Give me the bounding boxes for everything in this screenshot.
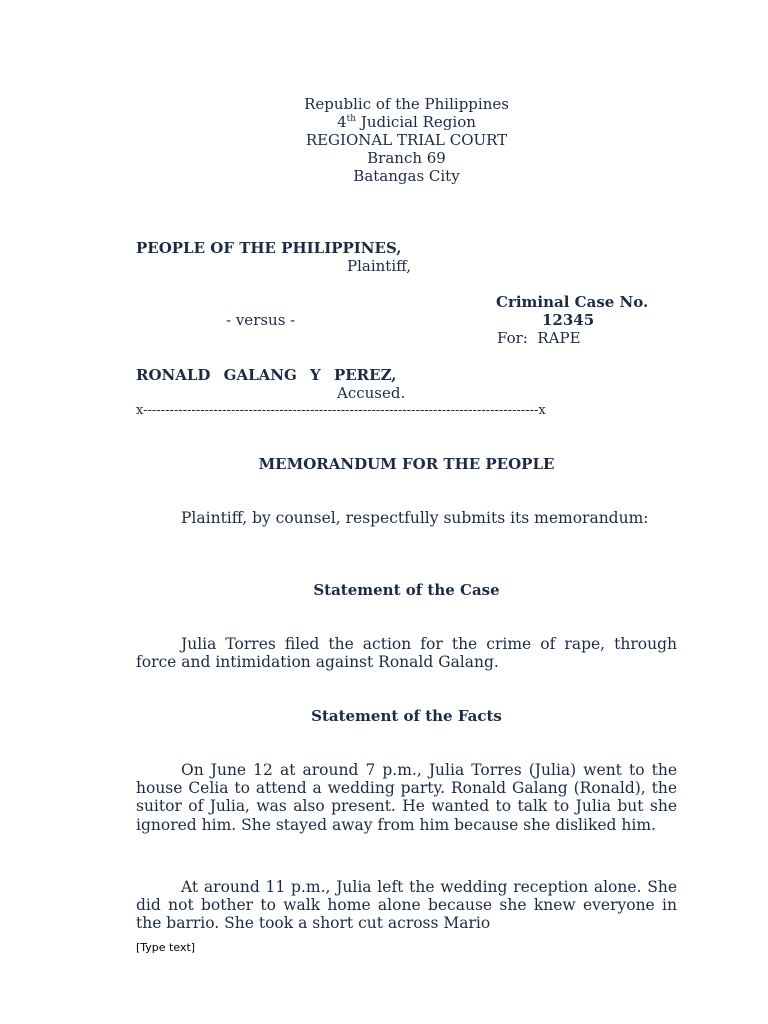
document-title: MEMORANDUM FOR THE PEOPLE: [258, 455, 555, 473]
versus-text: - versus -: [226, 311, 296, 329]
plaintiff-role: Plaintiff,: [347, 257, 412, 275]
case-paragraph: Julia Torres filed the action for the crime of rape, through force and intimidation against Ronald Galang.: [136, 635, 677, 672]
caption-branch: Branch 69: [367, 149, 446, 167]
plaintiff-name: PEOPLE OF THE PHILIPPINES,: [136, 239, 402, 257]
caption-separator: x------------------------------------------------------------------------------------------x: [136, 403, 546, 418]
caption-judicial-region: 4th Judicial Region: [337, 113, 476, 131]
for-label: For:: [497, 329, 528, 347]
facts-paragraph-2: At around 11 p.m., Julia left the wedding reception alone. She did not bother to walk home alone because she knew everyone in the barrio. She took a short cut across Mario: [136, 878, 677, 933]
facts-paragraph-1: On June 12 at around 7 p.m., Julia Torres (Julia) went to the house Celia to attend a wedding party. Ronald Galang (Ronald), the suitor of Julia, was also present. He wanted to talk to Julia but she ignored him. She stayed away from him because she disliked him.: [136, 761, 677, 834]
for-value: RAPE: [537, 329, 581, 347]
intro-paragraph: Plaintiff, by counsel, respectfully submits its memorandum:: [181, 509, 649, 527]
caption-court: REGIONAL TRIAL COURT: [305, 131, 508, 149]
footer-placeholder[interactable]: [Type text]: [136, 941, 196, 954]
caption-city: Batangas City: [353, 167, 460, 185]
accused-role: Accused.: [337, 384, 406, 402]
case-label: Criminal Case No.: [496, 293, 649, 311]
accused-name: RONALD GALANG Y PEREZ,: [136, 366, 397, 384]
facts-heading: Statement of the Facts: [311, 707, 502, 725]
case-number: 12345: [542, 311, 595, 329]
caption-republic: Republic of the Philippines: [304, 95, 509, 113]
case-for: [497, 329, 581, 347]
case-heading: Statement of the Case: [313, 581, 500, 599]
